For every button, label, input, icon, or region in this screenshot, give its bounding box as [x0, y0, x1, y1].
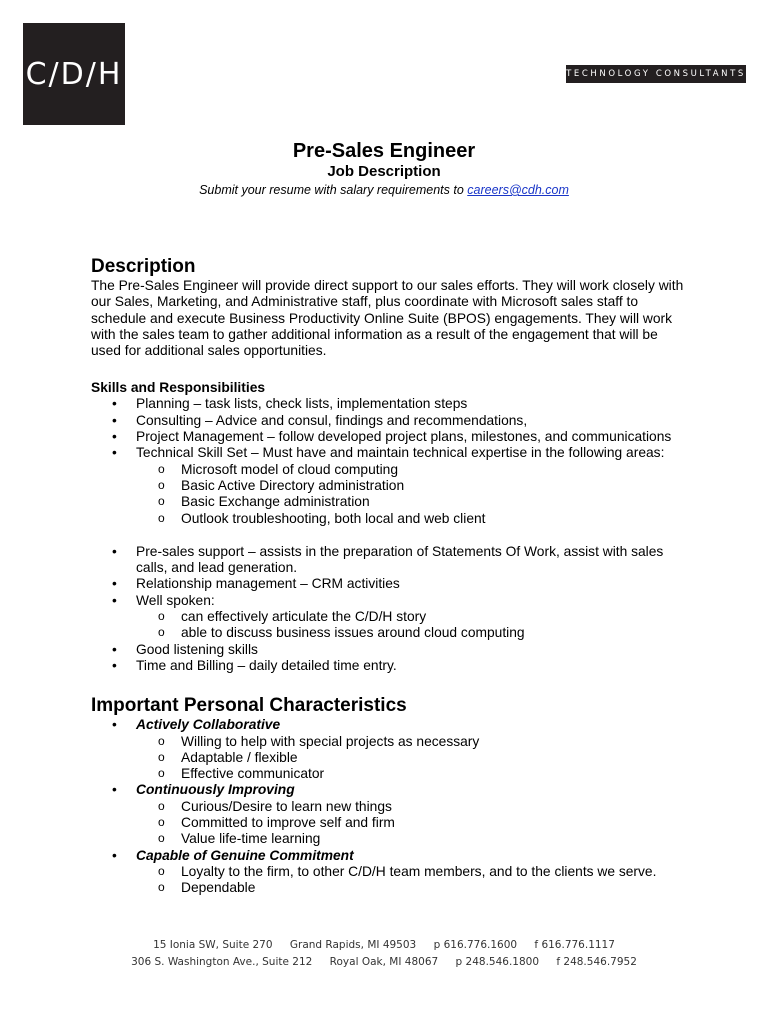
header [0, 139, 768, 198]
list-item [91, 782, 691, 847]
sub-list [136, 864, 691, 897]
list-item: • Time and Billing – daily detailed time entry. [91, 658, 691, 674]
list-item: • Project Management – follow developed project plans, milestones, and communications [91, 429, 691, 445]
sub-list [136, 734, 691, 783]
footer-address: 15 Ionia SW, Suite 270 [153, 939, 273, 951]
list-item-label: Well spoken: [136, 592, 215, 608]
list-item: • Good listening skills [91, 642, 691, 658]
page-title: Pre-Sales Engineer [292, 140, 476, 162]
footer-fax: f 616.776.1117 [534, 939, 615, 951]
list-item: • Relationship management – CRM activities [91, 576, 691, 592]
list-item-label: Actively Collaborative [136, 717, 281, 733]
list-item [91, 593, 691, 642]
cdh-logo [23, 23, 125, 125]
sub-list-item: o Outlook troubleshooting, both local and web client [136, 511, 691, 527]
email-link[interactable]: careers@cdh.com [467, 183, 569, 197]
footer-phone: p 616.776.1600 [433, 939, 518, 951]
footer-line-2 [0, 954, 768, 971]
footer-fax: f 248.546.7952 [556, 956, 637, 968]
sub-list-item: o Dependable [136, 880, 691, 896]
sub-list-item: o Willing to help with special projects as necessary [136, 734, 691, 750]
sub-list-item: o can effectively articulate the C/D/H story [136, 609, 691, 625]
list-item-label: Continuously Improving [136, 782, 295, 798]
sub-list-item: o Basic Exchange administration [136, 494, 691, 510]
logo-tagline: TECHNOLOGY CONSULTANTS [566, 65, 746, 83]
sub-list-item: o Loyalty to the firm, to other C/D/H team members, and to the clients we serve. [136, 864, 691, 880]
sub-list-item: o Basic Active Directory administration [136, 478, 691, 494]
characteristics-heading: Important Personal Characteristics [91, 695, 407, 717]
skills-heading: Skills and Responsibilities [91, 380, 266, 396]
skills-list [91, 396, 691, 526]
sub-list-item: o Value life-time learning [136, 831, 691, 847]
sub-list-item: o Microsoft model of cloud computing [136, 462, 691, 478]
submit-line [0, 182, 768, 198]
sub-list [136, 799, 691, 848]
sub-list-item: o able to discuss business issues around cloud computing [136, 625, 691, 641]
page-subtitle: Job Description [327, 163, 441, 180]
sub-list-item: o Adaptable / flexible [136, 750, 691, 766]
footer-line-1 [0, 937, 768, 954]
description-text: The Pre-Sales Engineer will provide direct support to our sales efforts. They will work closely with our Sales, Marketing, and Administrative staff, plus coordinate with Microsoft sales staff to schedule and execute Business Productivity Online Suite (BPOS) engagements. They will work with the sales team to gather additional information as a result of the engagement that will be used for additional sales opportunities. [91, 278, 684, 359]
footer-address: 306 S. Washington Ave., Suite 212 [131, 956, 313, 968]
skills-list-2 [91, 544, 691, 674]
submit-text: Submit your resume with salary requirements to [199, 183, 464, 197]
list-item: • Pre-sales support – assists in the preparation of Statements Of Work, assist with sales calls, and lead generation. [91, 544, 691, 577]
footer [0, 937, 768, 971]
list-item [91, 445, 691, 526]
footer-phone: p 248.546.1800 [455, 956, 540, 968]
sub-list [136, 462, 691, 527]
sub-list-item: o Committed to improve self and firm [136, 815, 691, 831]
list-item [91, 848, 691, 897]
description-heading: Description [91, 256, 196, 277]
footer-city: Royal Oak, MI 48067 [329, 956, 439, 968]
sub-list [136, 609, 691, 642]
footer-city: Grand Rapids, MI 49503 [289, 939, 417, 951]
main-content [91, 256, 691, 897]
list-item-label: Technical Skill Set – Must have and maintain technical expertise in the following areas: [136, 445, 665, 461]
list-item: • Planning – task lists, check lists, implementation steps [91, 396, 691, 412]
list-item: • Consulting – Advice and consul, findings and recommendations, [91, 413, 691, 429]
logo-text: C/D/H [25, 56, 123, 92]
sub-list-item: o Effective communicator [136, 766, 691, 782]
list-item [91, 717, 691, 782]
sub-list-item: o Curious/Desire to learn new things [136, 799, 691, 815]
list-item-label: Capable of Genuine Commitment [136, 847, 354, 863]
characteristics-list [91, 717, 691, 896]
